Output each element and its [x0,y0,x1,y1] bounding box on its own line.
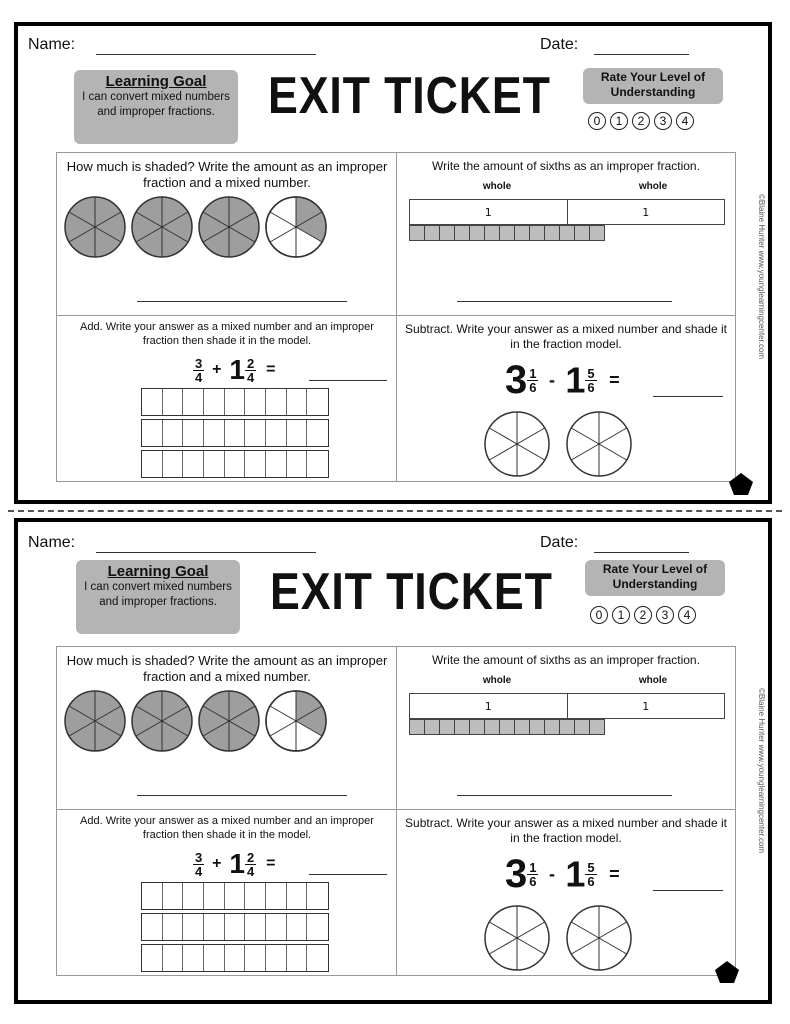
credit-text: ©Blaine Hunter www.younglearningcenter.com [757,194,766,360]
question-1-prompt: How much is shaded? Write the amount as an improper fraction and a mixed number. [66,159,388,190]
whole-label-2: whole [638,181,668,192]
date-label: Date: [540,534,579,551]
date-label: Date: [540,36,579,53]
circle-3 [199,197,259,257]
question-4-answer-line[interactable] [653,396,723,397]
level-2-option[interactable]: 2 [634,606,652,624]
rate-understanding-box: Rate Your Level of Understanding [583,68,723,104]
level-1-option[interactable]: 1 [612,606,630,624]
question-4-cell [397,316,735,481]
question-3-prompt: Add. Write your answer as a mixed number and an improper fraction then shade it in the model. [80,815,374,841]
cut-line [8,510,782,512]
whole-bar [409,693,725,719]
level-2-option[interactable]: 2 [632,112,650,130]
question-2-answer-line[interactable] [457,795,672,796]
level-4-option[interactable]: 4 [676,112,694,130]
page-title: EXIT TICKET [270,563,553,621]
understanding-scale [588,112,694,130]
whole-bar-right: 1 [642,699,650,713]
question-2-prompt: Write the amount of sixths as an improper fraction. [432,159,700,173]
name-label: Name: [28,36,76,53]
addition-equation: $\frac{3}{4}$ + 1 $\frac{2}{4}$ = [195,354,276,385]
fraction-circle-models[interactable] [481,410,651,480]
question-3-answer-line[interactable] [309,380,387,381]
fraction-circle-models[interactable] [481,904,651,974]
level-1-option[interactable]: 1 [610,112,628,130]
whole-bar-left: 1 [410,200,568,224]
learning-goal-text: I can convert mixed numbers and improper fractions. [84,581,232,608]
date-line[interactable] [594,552,689,553]
question-2-cell [397,647,735,810]
model-row-2[interactable] [141,419,329,447]
question-1-cell [57,647,397,810]
learning-goal-title: Learning Goal [105,73,207,90]
level-0-option[interactable]: 0 [590,606,608,624]
question-4-prompt: Subtract. Write your answer as a mixed number and shade it in the fraction model. [405,816,727,845]
question-4-answer-line[interactable] [653,890,723,891]
whole-label-2: whole [638,675,668,686]
circle-2 [132,197,192,257]
model-row-1[interactable] [141,388,329,416]
model-row-3[interactable] [141,450,329,478]
question-4-prompt: Subtract. Write your answer as a mixed number and shade it in the fraction model. [405,322,727,351]
model-row-2[interactable] [141,913,329,941]
model-row-1[interactable] [141,882,329,910]
pentagon-icon [728,472,754,496]
question-2-prompt: Write the amount of sixths as an improper fraction. [432,653,700,667]
whole-label-1: whole [482,181,512,192]
name-line[interactable] [96,552,316,553]
whole-bar-right: 1 [642,205,650,219]
exit-ticket-2 [14,518,772,1004]
credit-text: ©Blaine Hunter www.younglearningcenter.com [757,688,766,854]
shaded-circles-model [57,687,397,757]
question-1-cell [57,153,397,316]
level-3-option[interactable]: 3 [654,112,672,130]
level-4-option[interactable]: 4 [678,606,696,624]
whole-bar [409,199,725,225]
shaded-circles-model [57,193,397,263]
whole-bar-left: 1 [410,694,568,718]
addition-equation: $\frac{3}{4}$ + 1 $\frac{2}{4}$ = [195,848,276,879]
model-row-3[interactable] [141,944,329,972]
understanding-scale [590,606,696,624]
name-label: Name: [28,534,76,551]
level-3-option[interactable]: 3 [656,606,674,624]
question-1-answer-line[interactable] [137,795,347,796]
pentagon-icon [714,960,740,984]
learning-goal-box [74,70,238,144]
sixths-bar [409,719,605,735]
question-2-cell [397,153,735,316]
name-line[interactable] [96,54,316,55]
circle-1 [65,197,125,257]
question-3-answer-line[interactable] [309,874,387,875]
learning-goal-text: I can convert mixed numbers and improper fractions. [82,91,230,118]
question-3-prompt: Add. Write your answer as a mixed number and an improper fraction then shade it in the model. [80,321,374,347]
learning-goal-title: Learning Goal [107,563,209,580]
question-grid [56,646,736,976]
question-3-cell [57,810,397,975]
sixths-bar [409,225,605,241]
question-4-cell [397,810,735,975]
question-1-answer-line[interactable] [137,301,347,302]
question-3-cell [57,316,397,481]
learning-goal-box [76,560,240,634]
date-line[interactable] [594,54,689,55]
question-2-answer-line[interactable] [457,301,672,302]
subtraction-equation: 3 $\frac{1}{6}$ - 1 $\frac{5}{6}$ = [505,852,620,896]
subtraction-equation: 3 $\frac{1}{6}$ - 1 $\frac{5}{6}$ = [505,358,620,402]
circle-4 [266,197,326,257]
level-0-option[interactable]: 0 [588,112,606,130]
question-grid [56,152,736,482]
rate-understanding-box: Rate Your Level of Understanding [585,560,725,596]
page-title: EXIT TICKET [268,67,551,125]
question-1-prompt: How much is shaded? Write the amount as an improper fraction and a mixed number. [66,653,388,684]
exit-ticket-1 [14,22,772,504]
whole-label-1: whole [482,675,512,686]
